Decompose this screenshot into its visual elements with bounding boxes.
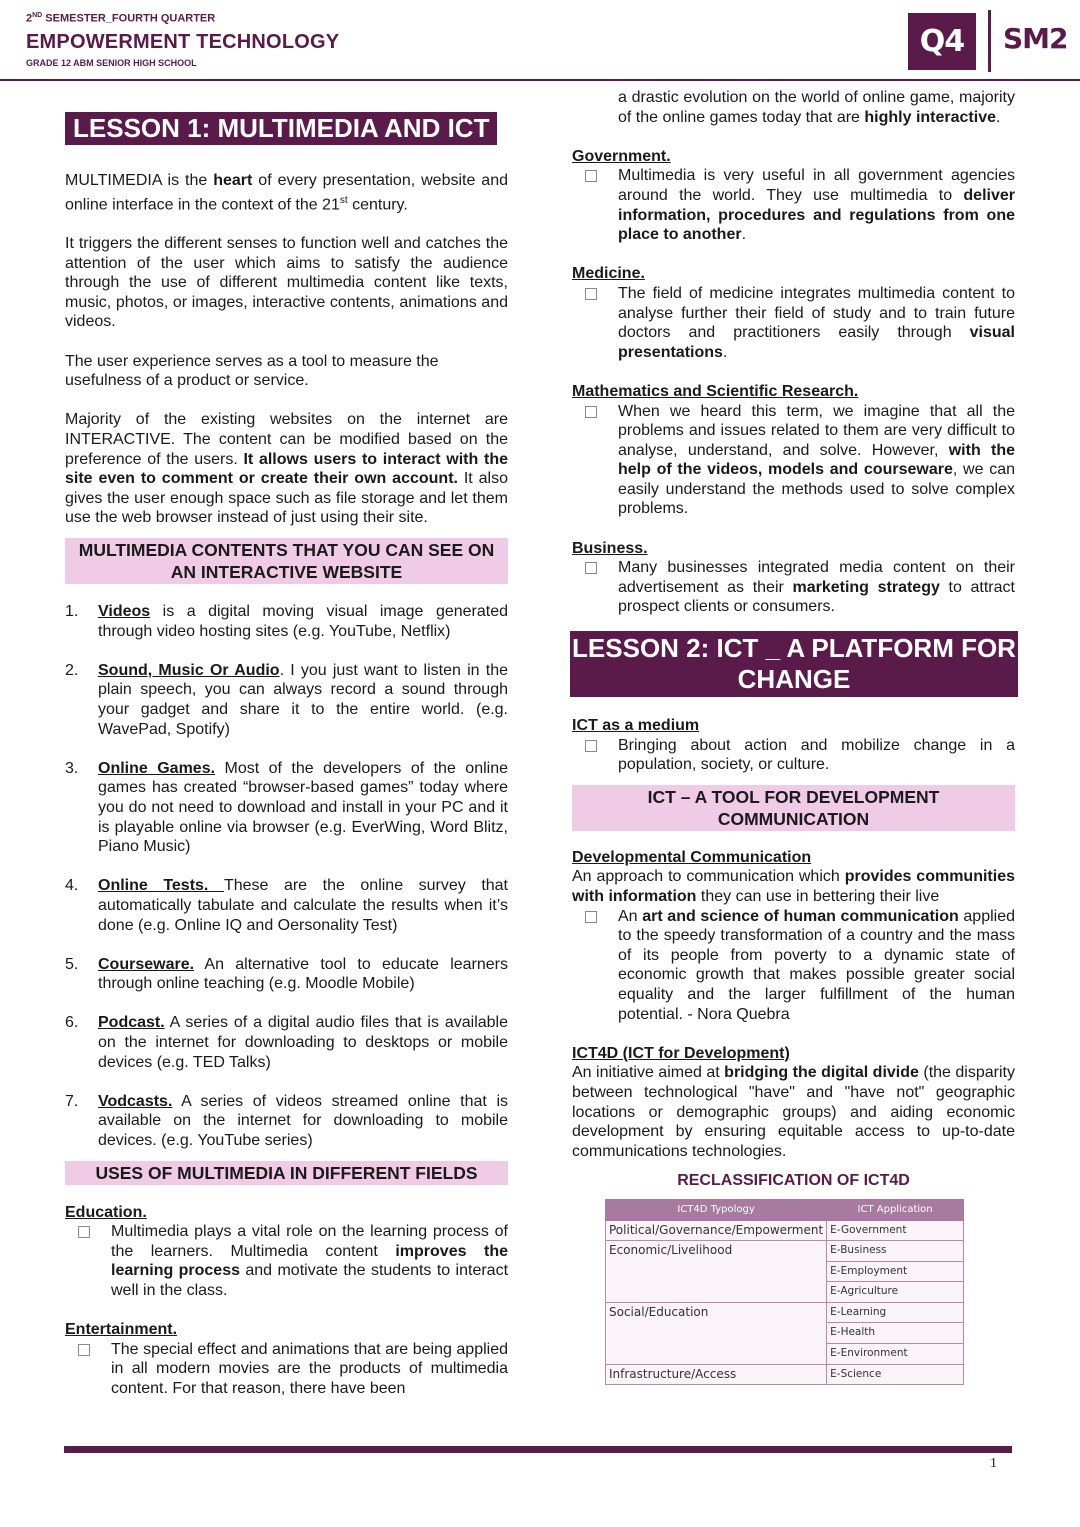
checkbox-bullet-icon bbox=[585, 740, 597, 752]
list-item: 3. Online Games. Most of the developers of the online games has created “browser-based games” today where you do not need to download and install in your PC and it is playable online via browser (e.g. EverWing, Word Blitz, Piano Music) bbox=[65, 759, 508, 856]
table-row: E-Health bbox=[606, 1323, 964, 1344]
contents-list bbox=[65, 602, 508, 1151]
list-item: 2. Sound, Music Or Audio. I you just want to listen in the plain speech, you can always record a sound through your gadget and share it to the entire world. (e.g. WavePad, Spotify) bbox=[65, 661, 508, 738]
medicine-heading: Medicine. bbox=[572, 265, 645, 283]
course-title: EMPOWERMENT TECHNOLOGY bbox=[26, 31, 340, 53]
education-bullet: Multimedia plays a vital role on the learning process of the learners. Multimedia content improves the learning process and motivate the students to interact well in the class. bbox=[65, 1222, 508, 1300]
table-header: ICT Application bbox=[827, 1199, 964, 1220]
checkbox-bullet-icon bbox=[585, 288, 597, 300]
devcom-bullet: An art and science of human communication applied to the speedy transformation of a country and the mass of its people from poverty to a dynamic state of economic growth that makes possible greater social equality and the larger fulfillment of the human potential. - Nora Quebra bbox=[572, 907, 1015, 1025]
grade-label: GRADE 12 ABM SENIOR HIGH SCHOOL bbox=[26, 58, 197, 68]
list-item: 6. Podcast. A series of a digital audio files that is available on the internet for downloading to desktops or mobile devices (e.g. TED Talks) bbox=[65, 1014, 508, 1071]
checkbox-bullet-icon bbox=[585, 170, 597, 182]
table-row: E-Employment bbox=[606, 1261, 964, 1282]
table-row: Political/Governance/Empowerment E-Government bbox=[606, 1220, 964, 1241]
devcom-heading: Developmental Communication bbox=[572, 848, 812, 866]
table-row: E-Agriculture bbox=[606, 1282, 964, 1303]
list-item: 7. Vodcasts. A series of videos streamed online that is available on the internet for downloading to mobile devices. (e.g. YouTube series) bbox=[65, 1092, 508, 1150]
entertainment-bullet: The special effect and animations that are being applied in all modern movies are the products of multimedia content. For that reason, there have been bbox=[65, 1340, 508, 1399]
tool-heading: ICT – A TOOL FOR DEVELOPMENT COMMUNICATION bbox=[572, 785, 1015, 831]
module-badge: SM2 bbox=[1003, 22, 1068, 55]
table-header: ICT4D Typology bbox=[606, 1199, 827, 1220]
table-row: Infrastructure/Access E-Science bbox=[606, 1364, 964, 1385]
checkbox-bullet-icon bbox=[585, 406, 597, 418]
uses-heading: USES OF MULTIMEDIA IN DIFFERENT FIELDS bbox=[65, 1161, 508, 1185]
ict4d-table bbox=[605, 1199, 964, 1385]
footer-rule bbox=[64, 1446, 1012, 1453]
math-heading: Mathematics and Scientific Research. bbox=[572, 382, 859, 400]
header-divider bbox=[988, 10, 991, 72]
intro-paragraph: MULTIMEDIA is the heart of every presentation, website and online interface in the context of the 21st century. bbox=[65, 172, 508, 213]
checkbox-bullet-icon bbox=[585, 911, 597, 923]
entertainment-continued: a drastic evolution on the world of online game, majority of the online games today that are highly interactive. bbox=[618, 89, 1015, 126]
header-rule bbox=[0, 79, 1080, 81]
government-heading: Government. bbox=[572, 147, 671, 165]
list-item: 4. Online Tests. These are the online survey that automatically tabulate and calculate the results when it’s done (e.g. Online IQ and Oersonality Test) bbox=[65, 877, 509, 934]
senses-paragraph: It triggers the different senses to function well and catches the attention of the user which aims to satisfy the audience through the use of different multimedia content like texts, music, photos, or images, interactive contents, animations and videos. bbox=[65, 235, 508, 331]
reclass-title: RECLASSIFICATION OF ICT4D bbox=[677, 1172, 910, 1190]
interactive-paragraph: Majority of the existing websites on the internet are INTERACTIVE. The content can be modified based on the preference of the users. It allows users to interact with the site even to comment or create their own account. It also gives the user enough space such as file storage and let them use the web browser instead of just using their site. bbox=[65, 411, 508, 527]
list-item: 5. Courseware. An alternative tool to educate learners through online teaching (e.g. Moodle Mobile) bbox=[65, 955, 508, 993]
education-heading: Education. bbox=[65, 1203, 147, 1221]
table-row: Economic/Livelihood E-Business bbox=[606, 1241, 964, 1262]
business-bullet: Many businesses integrated media content on their advertisement as their marketing strategy to attract prospect clients or consumers. bbox=[572, 558, 1015, 617]
semester-label: 2ND SEMESTER_FOURTH QUARTER bbox=[26, 12, 216, 25]
ict-medium-bullet: Bringing about action and mobilize change in a population, society, or culture. bbox=[572, 736, 1015, 775]
ict4d-paragraph: An initiative aimed at bridging the digital divide (the disparity between technological "have" and "have not" geographic locations or demographic groups) and aiding economic development by ensuring equitable access to up-to-date communications technologies. bbox=[572, 1064, 1015, 1160]
math-bullet: When we heard this term, we imagine that all the problems and issues related to them are very difficult to analyse, understand, and solve. However, with the help of the videos, models and courseware, we can easily understand the methods used to solve complex problems. bbox=[572, 402, 1015, 520]
government-bullet: Multimedia is very useful in all government agencies around the world. They use multimedia to deliver information, procedures and regulations from one place to another. bbox=[572, 166, 1015, 244]
right-column bbox=[572, 88, 1015, 1385]
medicine-bullet: The field of medicine integrates multimedia content to analyse further their field of study and to train future doctors and practitioners easily through visual presentations. bbox=[572, 284, 1015, 362]
table-row: E-Environment bbox=[606, 1344, 964, 1365]
contents-heading: MULTIMEDIA CONTENTS THAT YOU CAN SEE ON AN INTERACTIVE WEBSITE bbox=[65, 538, 508, 584]
table-row: Social/Education E-Learning bbox=[606, 1302, 964, 1323]
entertainment-heading: Entertainment. bbox=[65, 1321, 178, 1339]
lesson2-title: LESSON 2: ICT _ A PLATFORM FOR CHANGE bbox=[570, 631, 1018, 697]
ict-medium-heading: ICT as a medium bbox=[572, 717, 700, 735]
business-heading: Business. bbox=[572, 539, 648, 557]
list-item: 1. Videos is a digital moving visual image generated through video hosting sites (e.g. YouTube, Netflix) bbox=[65, 603, 508, 640]
quarter-badge: Q4 bbox=[908, 13, 976, 70]
ict4d-heading: ICT4D (ICT for Development) bbox=[572, 1044, 790, 1062]
left-column bbox=[65, 112, 508, 1399]
lesson1-title: LESSON 1: MULTIMEDIA AND ICT bbox=[65, 112, 497, 145]
page-number: 1 bbox=[990, 1456, 997, 1471]
checkbox-bullet-icon bbox=[78, 1344, 90, 1356]
checkbox-bullet-icon bbox=[585, 562, 597, 574]
devcom-paragraph: An approach to communication which provides communities with information they can use in bettering their live bbox=[572, 868, 1015, 905]
ux-paragraph: The user experience serves as a tool to measure the usefulness of a product or service. bbox=[65, 352, 439, 390]
checkbox-bullet-icon bbox=[78, 1226, 90, 1238]
